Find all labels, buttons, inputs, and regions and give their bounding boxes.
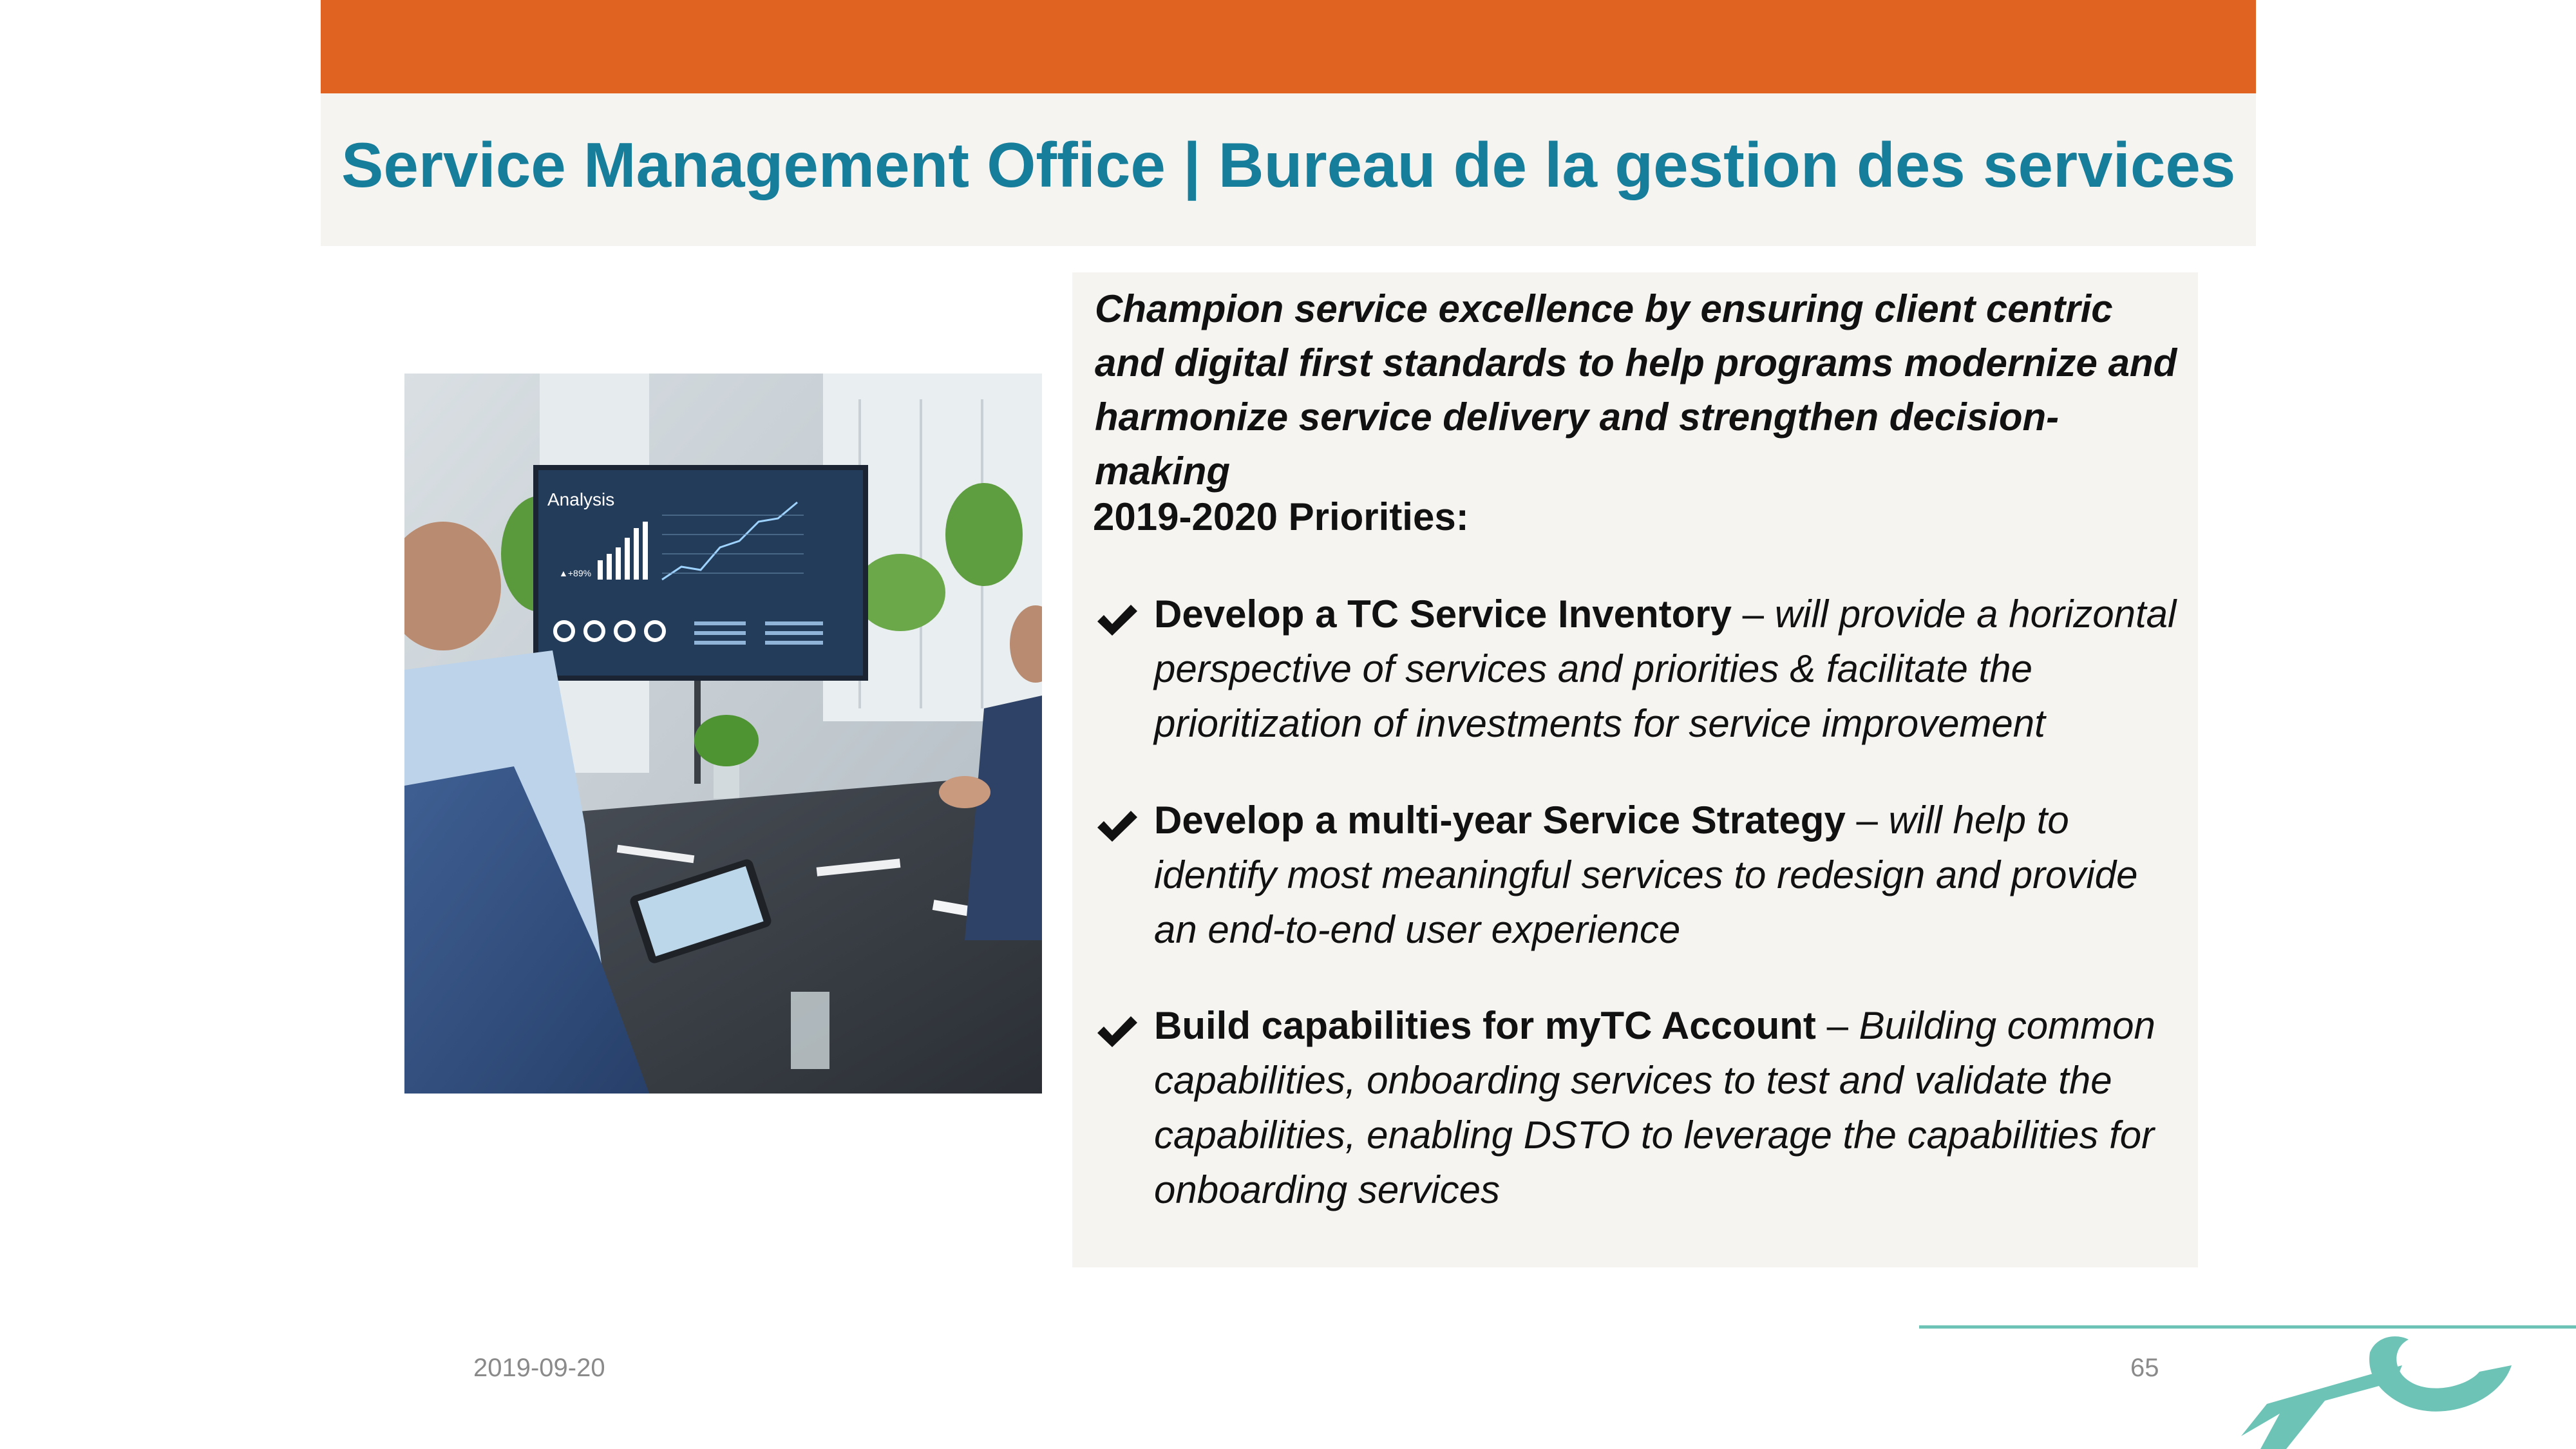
- mission-statement: Champion service excellence by ensuring client centric and digital first standards to help programs modernize and harmonize service delivery and strengthen decision-making: [1095, 287, 2177, 493]
- checkmark-icon: [1095, 807, 1140, 846]
- slide-title: Service Management Office | Bureau de la gestion des services: [341, 129, 2236, 200]
- priority-separator: –: [1732, 592, 1775, 636]
- page-number: 65: [2130, 1354, 2159, 1382]
- tc-logo-icon: [2241, 1327, 2512, 1449]
- top-accent-bar: [321, 0, 2256, 93]
- priority-title: Build capabilities for myTC Account: [1154, 1004, 1816, 1047]
- checkmark-icon: [1095, 1012, 1140, 1051]
- screen-heading: Analysis: [547, 489, 615, 509]
- screen-stat: ▲+89%: [559, 568, 592, 578]
- meeting-room-photo: [404, 374, 1042, 1094]
- priority-separator: –: [1815, 1004, 1859, 1047]
- priority-title: Develop a multi-year Service Strategy: [1154, 799, 1846, 842]
- footer-date: 2019-09-20: [473, 1354, 605, 1382]
- priority-text: [1154, 793, 2191, 957]
- priorities-heading: 2019-2020 Priorities:: [1093, 495, 1469, 538]
- checkmark-icon: [1095, 601, 1140, 639]
- priority-description: will provide a horizontal perspective of services and priorities & facilitate the prioritization of investments for service improvement: [1154, 592, 2177, 745]
- priority-text: [1154, 587, 2191, 751]
- priority-description: will help to identify most meaningful services to redesign and provide an end-to-end user experience: [1154, 799, 2138, 951]
- priority-separator: –: [1845, 799, 1889, 842]
- content-panel: [1072, 272, 2198, 1267]
- priority-description: Building common capabilities, onboarding services to test and validate the capabilities, enabling DSTO to leverage the capabilities for onboarding services: [1154, 1004, 2155, 1211]
- priority-title: Develop a TC Service Inventory: [1154, 592, 1732, 636]
- priority-text: [1154, 998, 2191, 1217]
